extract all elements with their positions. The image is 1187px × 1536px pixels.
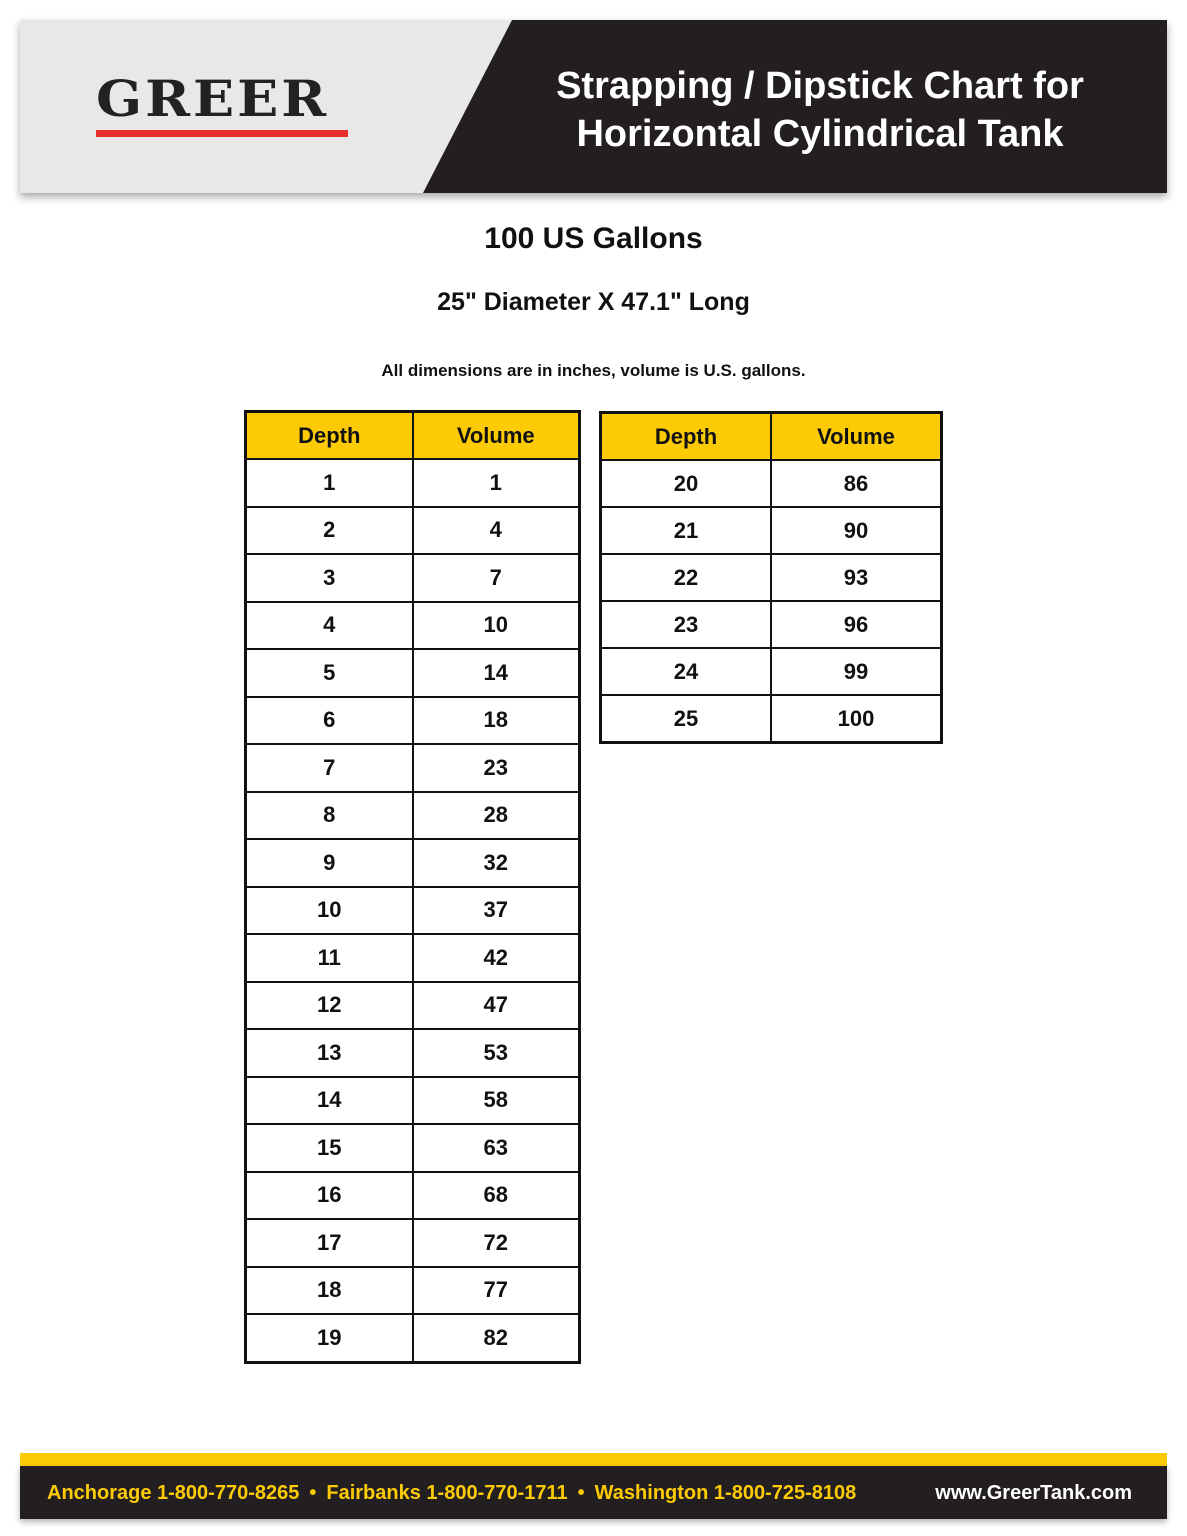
- location-anchorage: Anchorage 1-800-770-8265: [47, 1482, 300, 1504]
- volume-cell: 14: [413, 649, 580, 697]
- volume-cell: 58: [413, 1077, 580, 1125]
- logo-text: GREER: [96, 69, 330, 128]
- volume-cell: 93: [771, 554, 942, 601]
- table-row: [246, 649, 580, 697]
- volume-cell: 32: [413, 839, 580, 887]
- table-row: [601, 601, 942, 648]
- table-row: [246, 839, 580, 887]
- depth-cell: 17: [246, 1219, 413, 1267]
- separator-dot: •: [577, 1482, 585, 1504]
- table-header-row: [601, 413, 942, 461]
- volume-cell: 86: [771, 460, 942, 507]
- dimensions-title: 25" Diameter X 47.1" Long: [437, 288, 750, 316]
- volume-cell: 1: [413, 459, 580, 507]
- logo-underline: [96, 130, 348, 137]
- volume-cell: 82: [413, 1314, 580, 1362]
- volume-cell: 77: [413, 1267, 580, 1315]
- volume-cell: 100: [771, 695, 942, 743]
- separator-dot: •: [309, 1482, 317, 1504]
- header-title-line1: Strapping / Dipstick Chart for: [556, 65, 1084, 107]
- website-link[interactable]: www.GreerTank.com: [935, 1482, 1132, 1504]
- table-row: [601, 695, 942, 743]
- strapping-table-left: [244, 410, 581, 1364]
- table-row: [246, 507, 580, 555]
- table-row: [246, 982, 580, 1030]
- volume-cell: 96: [771, 601, 942, 648]
- volume-cell: 47: [413, 982, 580, 1030]
- depth-cell: 23: [601, 601, 772, 648]
- depth-cell: 22: [601, 554, 772, 601]
- depth-cell: 13: [246, 1029, 413, 1077]
- depth-cell: 25: [601, 695, 772, 743]
- table-row: [246, 1029, 580, 1077]
- volume-header: Volume: [413, 412, 580, 460]
- table-row: [246, 1219, 580, 1267]
- volume-cell: 42: [413, 934, 580, 982]
- table-row: [246, 934, 580, 982]
- table-row: [246, 602, 580, 650]
- strapping-table-right: [599, 411, 943, 744]
- depth-cell: 18: [246, 1267, 413, 1315]
- table-row: [246, 1267, 580, 1315]
- header-banner: [20, 20, 1167, 193]
- volume-cell: 37: [413, 887, 580, 935]
- table-row: [246, 1124, 580, 1172]
- depth-cell: 21: [601, 507, 772, 554]
- depth-cell: 12: [246, 982, 413, 1030]
- volume-cell: 23: [413, 744, 580, 792]
- depth-cell: 3: [246, 554, 413, 602]
- capacity-title: 100 US Gallons: [484, 222, 703, 255]
- depth-cell: 6: [246, 697, 413, 745]
- depth-cell: 19: [246, 1314, 413, 1362]
- table-row: [246, 697, 580, 745]
- header-title: [520, 62, 1120, 158]
- depth-cell: 4: [246, 602, 413, 650]
- volume-cell: 72: [413, 1219, 580, 1267]
- footer-bar: [20, 1466, 1167, 1519]
- table-row: [246, 554, 580, 602]
- table-row: [246, 1314, 580, 1362]
- depth-cell: 2: [246, 507, 413, 555]
- depth-cell: 14: [246, 1077, 413, 1125]
- header-title-line2: Horizontal Cylindrical Tank: [576, 113, 1064, 155]
- volume-cell: 63: [413, 1124, 580, 1172]
- table-row: [246, 744, 580, 792]
- greer-logo: [96, 70, 348, 132]
- footer-accent-stripe: [20, 1453, 1167, 1466]
- depth-cell: 5: [246, 649, 413, 697]
- volume-cell: 90: [771, 507, 942, 554]
- table-row: [601, 554, 942, 601]
- depth-cell: 11: [246, 934, 413, 982]
- volume-cell: 53: [413, 1029, 580, 1077]
- table-row: [246, 459, 580, 507]
- depth-cell: 24: [601, 648, 772, 695]
- table-row: [246, 792, 580, 840]
- table-row: [246, 887, 580, 935]
- table-header-row: [246, 412, 580, 460]
- volume-cell: 68: [413, 1172, 580, 1220]
- volume-cell: 10: [413, 602, 580, 650]
- footer-locations: [47, 1482, 856, 1505]
- volume-cell: 99: [771, 648, 942, 695]
- volume-cell: 4: [413, 507, 580, 555]
- depth-header: Depth: [246, 412, 413, 460]
- depth-cell: 9: [246, 839, 413, 887]
- depth-header: Depth: [601, 413, 772, 461]
- volume-header: Volume: [771, 413, 942, 461]
- volume-cell: 18: [413, 697, 580, 745]
- table-row: [601, 507, 942, 554]
- table-row: [601, 460, 942, 507]
- table-row: [601, 648, 942, 695]
- location-washington: Washington 1-800-725-8108: [594, 1482, 857, 1504]
- table-row: [246, 1077, 580, 1125]
- units-note: All dimensions are in inches, volume is U.S. gallons.: [381, 361, 806, 380]
- depth-cell: 15: [246, 1124, 413, 1172]
- depth-cell: 8: [246, 792, 413, 840]
- volume-cell: 28: [413, 792, 580, 840]
- depth-cell: 10: [246, 887, 413, 935]
- volume-cell: 7: [413, 554, 580, 602]
- table-row: [246, 1172, 580, 1220]
- depth-cell: 7: [246, 744, 413, 792]
- depth-cell: 20: [601, 460, 772, 507]
- depth-cell: 1: [246, 459, 413, 507]
- depth-cell: 16: [246, 1172, 413, 1220]
- location-fairbanks: Fairbanks 1-800-770-1711: [326, 1482, 568, 1504]
